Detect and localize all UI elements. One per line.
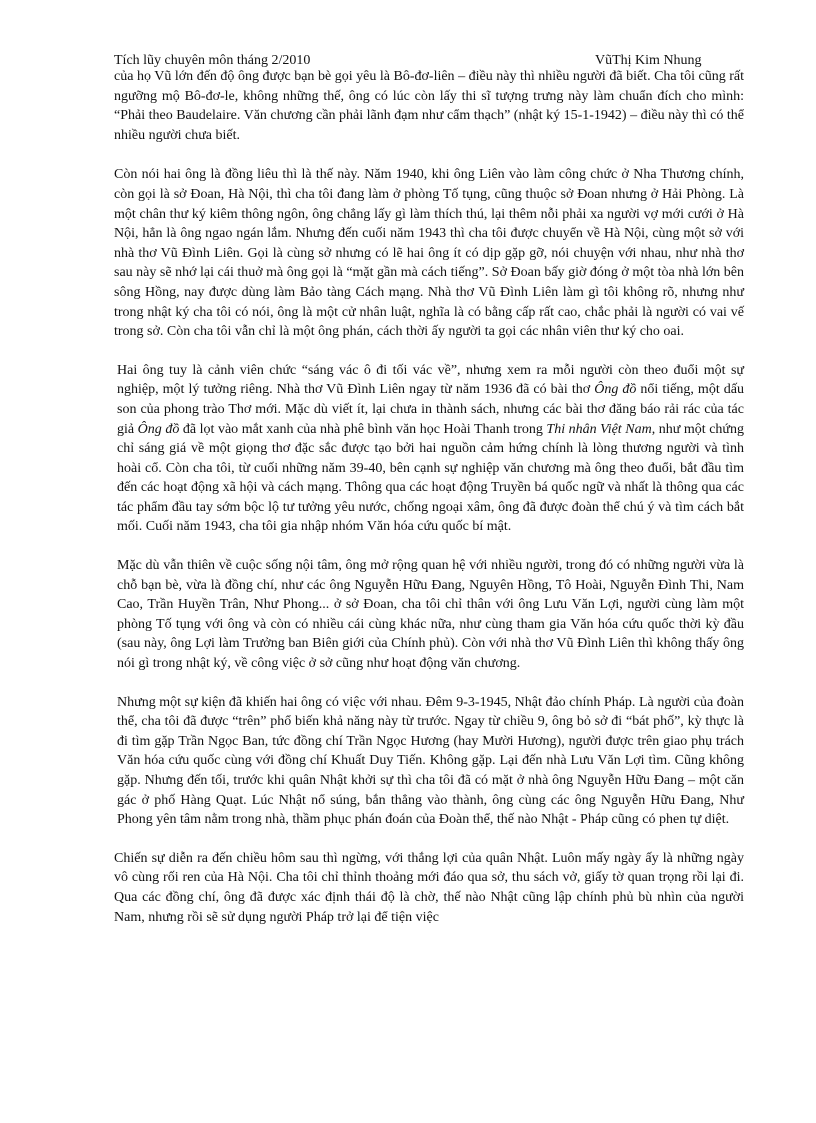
header-author: VũThị Kim Nhung [595, 53, 702, 68]
poem-title-ong-do: Ông đồ [594, 382, 637, 398]
poem-title-ong-do: Ông đồ [137, 421, 180, 437]
book-title-thi-nhan-viet-nam: Thi nhân Việt Nam [546, 421, 652, 437]
paragraph-3-text: nổi tiếng, một dấu son của phong trào Thơ mới. Mặc dù viết ít, lại chưa in thành sách, nhưng các bài thơ đăng báo rải rác của tác giả [117, 382, 744, 437]
paragraph-3-text: Hai ông tuy là cảnh viên chức “sáng vác ô đi tối vác về”, nhưng xem ra mỗi người còn theo đuổi một sự nghiệp, một lý tưởng riêng. Nhà thơ Vũ Đình Liên ngay từ năm 1936 đã có bài thơ [117, 362, 744, 398]
paragraph-1: của họ Vũ lớn đến độ ông được bạn bè gọi yêu là Bô-đơ-liên – điều này thì nhiều người đã biết. Cha tôi cũng rất ngưỡng mộ Bô-đơ-le, không những thế, ông có lúc còn lấy thi sĩ tượng trưng này làm chuẩn đích cho mình: “Phải theo Baudelaire. Văn chương cần phải lãnh đạm như cẩm thạch” (nhật ký 15-1-1942) – điều này thì có thể nhiều người chưa biết. [114, 69, 744, 143]
paragraph-5: Nhưng một sự kiện đã khiến hai ông có việc với nhau. Đêm 9-3-1945, Nhật đảo chính Pháp. Là người của đoàn thể, cha tôi đã được “trên” phổ biến khả năng này từ trước. Ngay từ chiều 9, ông bỏ sở đi “bát phố”, kỳ thực là đi tìm gặp Trần Ngọc Ban, tức đồng chí Trần Ngọc Hương (hay Mười Hương), người được trên giao phụ trách Văn hóa cứu quốc cùng với đồng chí Khuất Duy Tiến. Không gặp. Lại đến nhà Lưu Văn Lợi tìm. Cũng không gặp. Nhưng đến tối, trước khi quân Nhật khởi sự thì cha tôi đã có mặt ở nhà ông Nguyễn Hữu Đang – một căn gác ở phố Hàng Quạt. Lúc Nhật nổ súng, bắn thẳng vào thành, ông cùng các ông Nguyễn Hữu Đang, Như Phong yên tâm nằm trong nhà, thầm phục phán đoán của Đoàn thể, thế nào Nhật - Pháp cũng có phen tự diệt. [117, 694, 744, 828]
paragraph-6: Chiến sự diễn ra đến chiều hôm sau thì ngừng, với thắng lợi của quân Nhật. Luôn mấy ngày ấy là những ngày vô cùng rối ren của Hà Nội. Cha tôi chỉ thỉnh thoảng mới đáo qua sở, thu sách vở, giấy tờ quan trọng rồi lại đi. Qua các đồng chí, ông đã được xác định thái độ là chờ, thế nào Nhật cũng lập chính phủ bù nhìn của người Nam, nhưng rồi sẽ sử dụng người Pháp trở lại để tiện việc [114, 850, 744, 925]
document-body [114, 67, 744, 946]
header-title: Tích lũy chuyên môn tháng 2/2010 [114, 53, 311, 68]
paragraph-3 [114, 361, 744, 537]
paragraph-4: Mặc dù vẫn thiên về cuộc sống nội tâm, ông mở rộng quan hệ với nhiều người, trong đó có những người vừa là chỗ bạn bè, vừa là đồng chí, như các ông Nguyễn Hữu Đang, Nguyên Hồng, Tô Hoài, Nguyễn Đình Thi, Nam Cao, Trần Huyền Trân, Như Phong... ở sở Đoan, cha tôi chỉ thân với ông Lưu Văn Lợi, người cùng làm một phòng Tố tụng với ông và còn có nhiều cái cùng khác nữa, như cùng tham gia Văn hóa cứu quốc thời kỳ đầu (sau này, ông Lợi làm Trưởng ban Biên giới của Chính phủ). Còn với nhà thơ Vũ Đình Liên thì không thấy ông nói gì trong nhật ký, về công việc ở sở cũng như hoạt động văn chương. [117, 558, 744, 672]
paragraph-3-text: đã lọt vào mắt xanh của nhà phê bình văn học Hoài Thanh trong [179, 421, 547, 437]
paragraph-3-text: , như một chứng chỉ sáng giá về một giọng thơ đặc sắc được tạo bởi hai nguồn cảm hứng chính là lòng thương người và tình hoài cổ. Còn cha tôi, từ cuối những năm 39-40, bên cạnh sự nghiệp văn chương mà ông theo đuổi, bắt đầu tìm đến các hoạt động xã hội và cách mạng. Thông qua các hoạt động Truyền bá quốc ngữ và nhất là thông qua các tác phẩm đầu tay sớm bộc lộ tư tưởng yêu nước, chống ngoại xâm, ông đã được đoàn thể chú ý và tìm cách bắt mối. Cuối năm 1943, cha tôi gia nhập nhóm Văn hóa cứu quốc bí mật. [117, 421, 744, 535]
paragraph-2: Còn nói hai ông là đồng liêu thì là thế này. Năm 1940, khi ông Liên vào làm công chức ở Nha Thương chính, còn gọi là sở Đoan, Hà Nội, thì cha tôi đang làm ở phòng Tố tụng, cũng thuộc sở Đoan nhưng ở Hải Phòng. Là một chân thư ký kiêm thông ngôn, ông chẳng lấy gì làm thích thú, lại thêm nỗi phải xa người vợ mới cưới ở Hà Nội, hẳn là ông ngao ngán lắm. Nhưng đến cuối năm 1943 thì cha tôi được chuyển về Hà Nội, cùng một sở với nhà thơ Vũ Đình Liên. Gọi là cùng sở nhưng có lẽ hai ông ít có dịp gặp gỡ, nói chuyện với nhau, như nhà thơ sau này sẽ nhớ lại cái thuở mà ông gọi là “mặt gần mà cách tiếng”. Sở Đoan bấy giờ đóng ở một tòa nhà lớn bên sông Hồng, nay được dùng làm Bảo tàng Cách mạng. Nhà thơ Vũ Đình Liên làm gì tôi không rõ, nhưng như trong nhật ký cha tôi có nói, ông là một cử nhân luật, nghĩa là có bằng cấp rất cao, chắc phải là người có vai vế trong sở. Còn cha tôi vẫn chỉ là một ông phán, cách thời ấy người ta gọi các nhân viên thư ký cho oai. [114, 167, 744, 340]
